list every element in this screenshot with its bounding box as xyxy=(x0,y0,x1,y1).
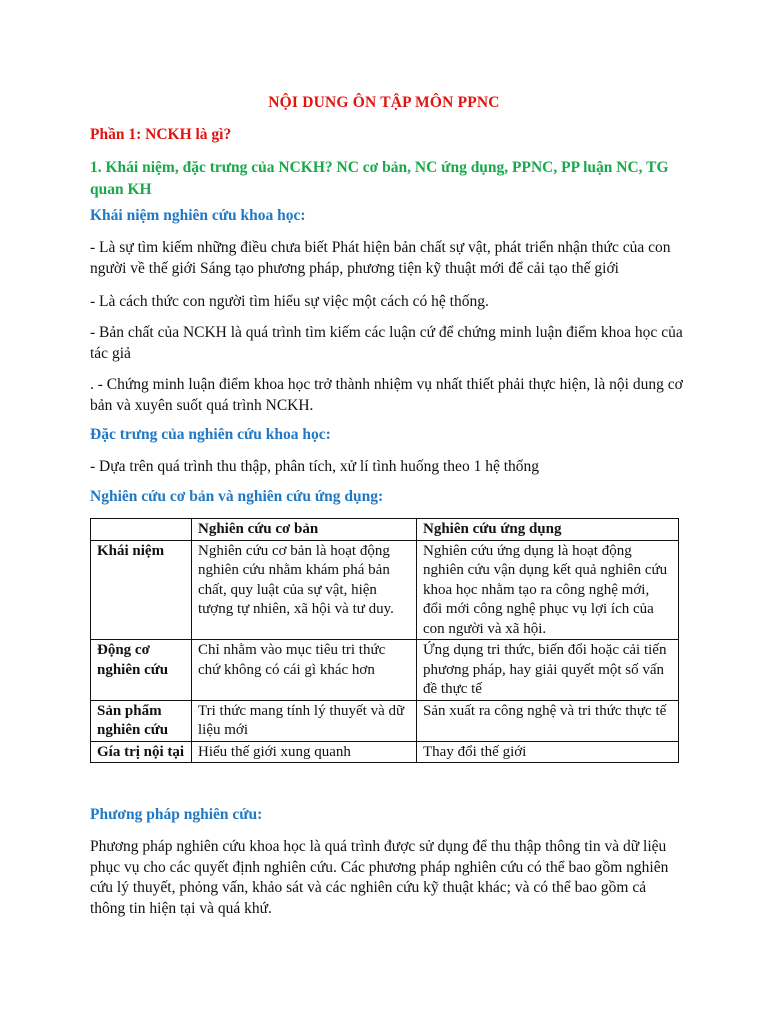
table-row xyxy=(91,741,679,763)
basic-applied-heading: Nghiên cứu cơ bản và nghiên cứu ứng dụng: xyxy=(90,488,384,505)
method-heading: Phương pháp nghiên cứu: xyxy=(90,806,263,823)
concept-paragraph-2: - Là cách thức con người tìm hiểu sự việc một cách có hệ thống. xyxy=(90,293,489,310)
concept-paragraph-4: . - Chứng minh luận điểm khoa học trở thành nhiệm vụ nhất thiết phải thực hiện, là nội dung cơ bản và xuyên suốt quá trình NCKH. xyxy=(90,376,683,414)
table-row xyxy=(91,700,679,741)
cell-basic-product: Tri thức mang tính lý thuyết và dữ liệu mới xyxy=(192,700,417,741)
row-label-concept: Khái niệm xyxy=(91,540,192,640)
comparison-table xyxy=(90,518,679,763)
method-paragraph-1: Phương pháp nghiên cứu khoa học là quá trình được sử dụng để thu thập thông tin và dữ liệu phục vụ cho các quyết định nghiên cứu. Các phương pháp nghiên cứu có thể bao gồm nghiên cứu lý thuyết, phỏng vấn, khảo sát và các nghiên cứu kỹ thuật khác; và có thể bao gồm cả thông tin hiện tại và quá khứ. xyxy=(90,838,669,917)
cell-applied-product: Sản xuất ra công nghệ và tri thức thực tế xyxy=(417,700,679,741)
feature-paragraph-1: - Dựa trên quá trình thu thập, phân tích, xử lí tình huống theo 1 hệ thống xyxy=(90,458,540,475)
table-row xyxy=(91,540,679,640)
part-heading: Phần 1: NCKH là gì? xyxy=(90,126,232,143)
table-row xyxy=(91,640,679,701)
cell-applied-value: Thay đổi thế giới xyxy=(417,741,679,763)
cell-applied-motivation: Ứng dụng tri thức, biến đổi hoặc cải tiến phương pháp, hay giải quyết một số vấn đề thực tế xyxy=(417,640,679,701)
concept-paragraph-1: - Là sự tìm kiếm những điều chưa biết Phát hiện bản chất sự vật, phát triển nhận thức của con người về thế giới Sáng tạo phương pháp, phương tiện kỹ thuật mới để cải tạo thế giới xyxy=(90,239,671,277)
cell-basic-concept: Nghiên cứu cơ bản là hoạt động nghiên cứu nhằm khám phá bản chất, quy luật của sự vật, hiện tượng tự nhiên, xã hội và tư duy. xyxy=(192,540,417,640)
concept-paragraph-3: - Bản chất của NCKH là quá trình tìm kiếm các luận cứ để chứng minh luận điểm khoa học của tác giả xyxy=(90,324,683,362)
cell-basic-value: Hiểu thế giới xung quanh xyxy=(192,741,417,763)
feature-heading: Đặc trưng của nghiên cứu khoa học: xyxy=(90,426,331,443)
concept-heading: Khái niệm nghiên cứu khoa học: xyxy=(90,207,306,224)
table-header-row xyxy=(91,519,679,541)
table-header-basic: Nghiên cứu cơ bản xyxy=(192,519,417,541)
table-header-applied: Nghiên cứu ứng dụng xyxy=(417,519,679,541)
section-1-heading: 1. Khái niệm, đặc trưng của NCKH? NC cơ bản, NC ứng dụng, PPNC, PP luận NC, TG quan KH xyxy=(90,159,669,198)
document-title: NỘI DUNG ÔN TẬP MÔN PPNC xyxy=(268,94,500,111)
cell-applied-concept: Nghiên cứu ứng dụng là hoạt động nghiên cứu vận dụng kết quả nghiên cứu khoa học nhằm tạo ra công nghệ mới, đổi mới công nghệ phục vụ lợi ích của con người và xã hội. xyxy=(417,540,679,640)
row-label-motivation: Động cơ nghiên cứu xyxy=(91,640,192,701)
row-label-product: Sản phẩm nghiên cứu xyxy=(91,700,192,741)
table-header-empty xyxy=(91,519,192,541)
row-label-value: Gía trị nội tại xyxy=(91,741,192,763)
cell-basic-motivation: Chỉ nhằm vào mục tiêu tri thức chứ không có cái gì khác hơn xyxy=(192,640,417,701)
